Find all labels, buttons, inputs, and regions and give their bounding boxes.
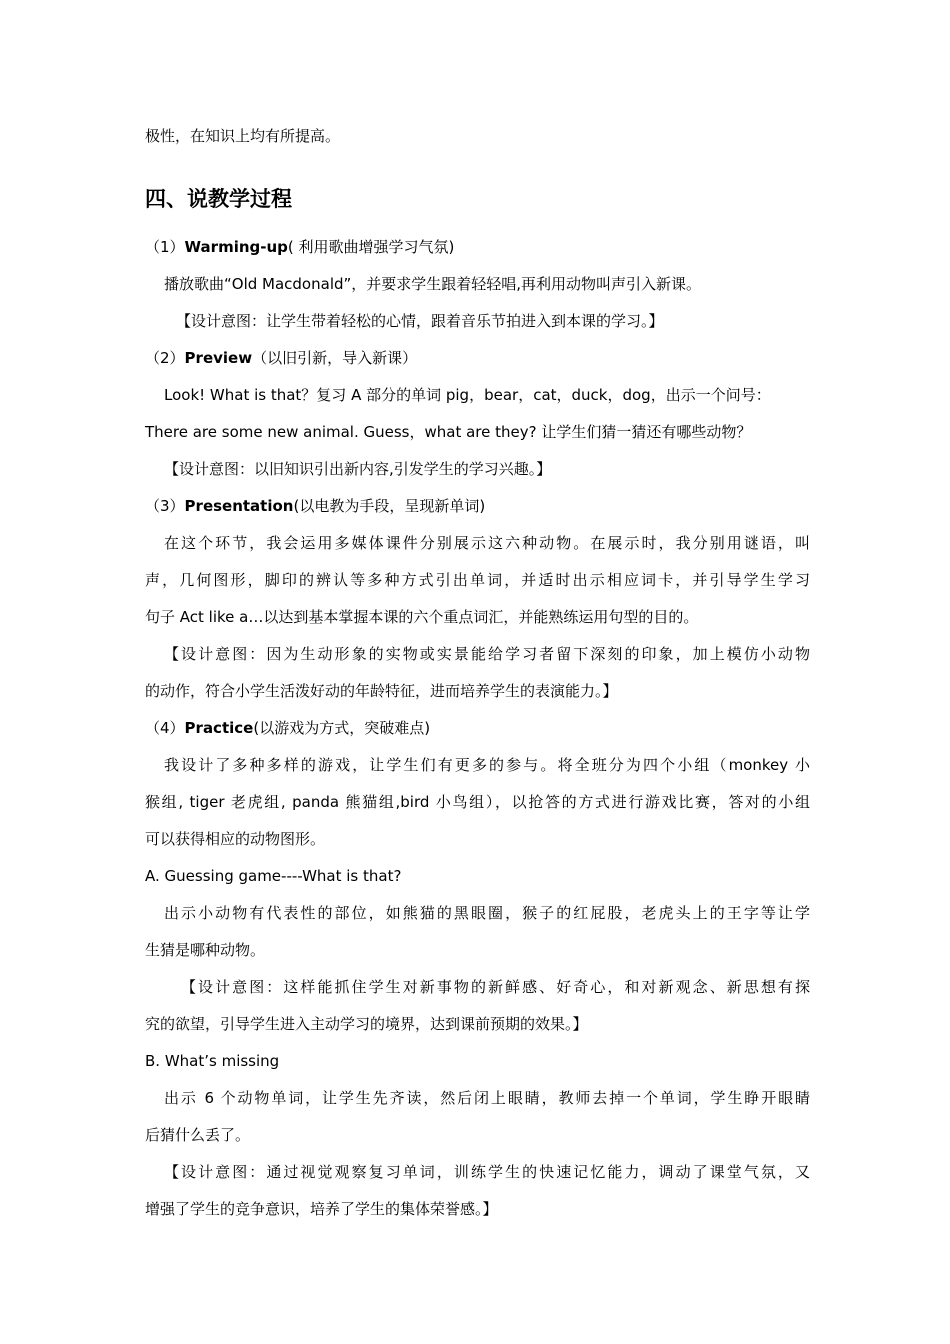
paragraph-line: 猴组, tiger 老虎组, panda 熊猫组,bird 小鸟组），以抢答的方式进行游戏比赛，答对的小组 [145, 793, 810, 811]
subsection-title: Preview [184, 349, 253, 367]
subsection-note: (以电教为手段，呈现新单词) [293, 497, 486, 515]
subsection-title: Warming-up [184, 238, 288, 256]
design-intent-line: 【设计意图：因为生动形象的实物或实景能给学习者留下深刻的印象，加上模仿小动物 [164, 645, 810, 663]
design-intent-line: 【设计意图：以旧知识引出新内容,引发学生的学习兴趣。】 [164, 460, 552, 478]
section-heading: 四、说教学过程 [145, 187, 292, 211]
subsection-heading-3 [145, 488, 810, 525]
subsection-heading-2 [145, 340, 810, 377]
subsection-title: Practice [184, 719, 254, 737]
paragraph-line: 声，几何图形，脚印的辨认等多种方式引出单词，并适时出示相应词卡，并引导学生学习 [145, 571, 810, 589]
document-body [145, 118, 810, 1228]
paragraph-line: 我设计了多种多样的游戏，让学生们有更多的参与。将全班分为四个小组（monkey 小 [164, 756, 810, 774]
subsection-note: ( 利用歌曲增强学习气氛) [287, 238, 455, 256]
subsection-number: （3） [145, 497, 185, 515]
design-intent-line: 【设计意图：通过视觉观察复习单词，训练学生的快速记忆能力，调动了课堂气氛，又 [164, 1163, 810, 1181]
subsection-title: Presentation [184, 497, 294, 515]
game-title: A. Guessing game----What is that? [145, 867, 402, 885]
game-title: B. What’s missing [145, 1052, 280, 1070]
paragraph-line: 句子 Act like a…以达到基本掌握本课的六个重点词汇，并能熟练运用句型的目的。 [145, 608, 699, 626]
paragraph-line: 出示小动物有代表性的部位，如熊猫的黑眼圈，猴子的红屁股，老虎头上的王字等让学 [164, 904, 810, 922]
paragraph-line: 出示 6 个动物单词，让学生先齐读，然后闭上眼睛，教师去掉一个单词，学生睁开眼睛 [164, 1089, 810, 1107]
design-intent-line: 增强了学生的竞争意识，培养了学生的集体荣誉感。】 [145, 1200, 498, 1218]
paragraph-line: Look! What is that？复习 A 部分的单词 pig，bear，cat，duck，dog，出示一个问号： [164, 386, 771, 404]
subsection-number: （4） [145, 719, 185, 737]
paragraph-line: 播放歌曲“Old Macdonald”，并要求学生跟着轻轻唱,再利用动物叫声引入新课。 [164, 275, 702, 293]
paragraph-line: 生猜是哪种动物。 [145, 941, 266, 959]
design-intent-line: 究的欲望，引导学生进入主动学习的境界，达到课前预期的效果。】 [145, 1015, 588, 1033]
subsection-heading-1 [145, 229, 810, 266]
design-intent-line: 的动作，符合小学生活泼好动的年龄特征，进而培养学生的表演能力。】 [145, 682, 618, 700]
subsection-heading-4 [145, 710, 810, 747]
design-intent-line: 【设计意图：让学生带着轻松的心情，跟着音乐节拍进入到本课的学习。】 [176, 312, 664, 330]
subsection-number: （2） [145, 349, 185, 367]
subsection-note: （以旧引新，导入新课） [252, 349, 418, 367]
paragraph-line: 在这个环节，我会运用多媒体课件分别展示这六种动物。在展示时，我分别用谜语，叫 [164, 534, 810, 552]
paragraph-line: There are some new animal. Guess，what are they? 让学生们猜一猜还有哪些动物？ [145, 423, 752, 441]
paragraph-line: 后猜什么丢了。 [145, 1126, 251, 1144]
paragraph-line: 可以获得相应的动物图形。 [145, 830, 326, 848]
paragraph-line: 极性，在知识上均有所提高。 [145, 127, 341, 145]
design-intent-line: 【设计意图：这样能抓住学生对新事物的新鲜感、好奇心，和对新观念、新思想有探 [181, 978, 810, 996]
subsection-note: (以游戏为方式，突破难点) [253, 719, 431, 737]
subsection-number: （1） [145, 238, 185, 256]
